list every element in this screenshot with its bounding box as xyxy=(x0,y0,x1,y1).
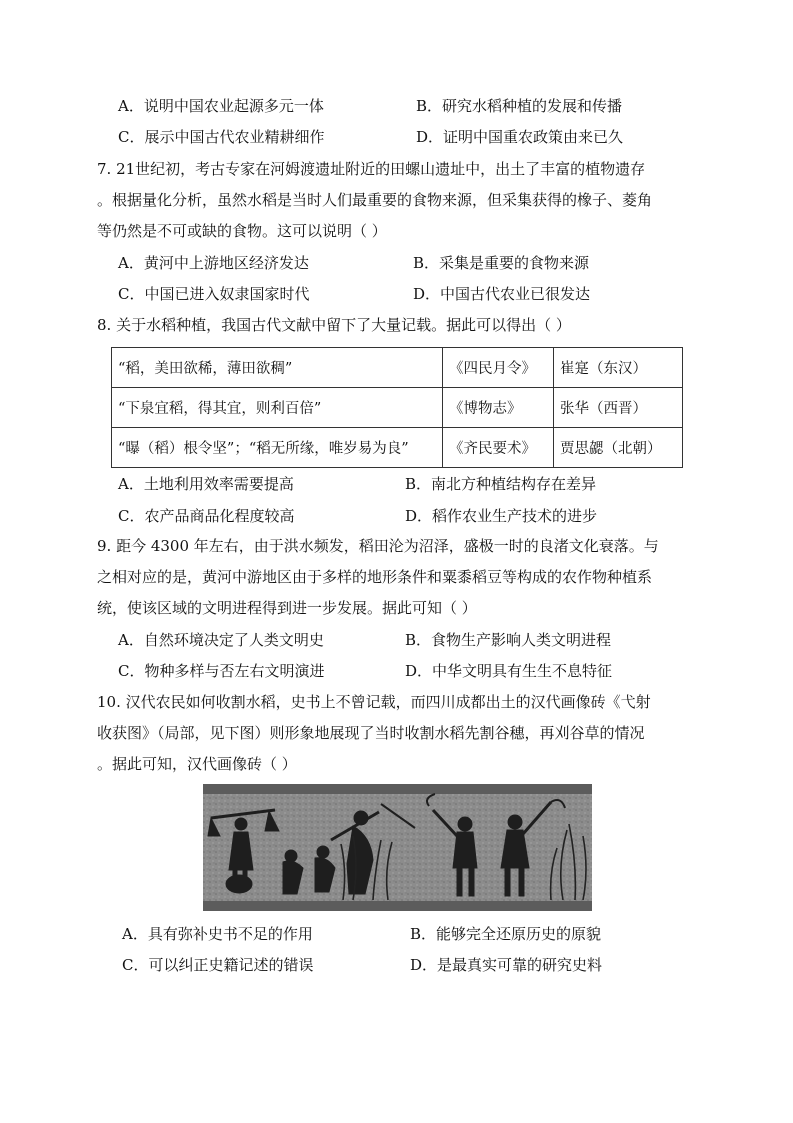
q6-option-c[interactable]: C．展示中国古代农业精耕细作 xyxy=(118,128,325,146)
q10-option-c[interactable]: C．可以纠正史籍记述的错误 xyxy=(122,956,314,974)
q7-line-2: 。根据量化分析，虽然水稻是当时人们最重要的食物来源，但采集获得的橡子、菱角 xyxy=(97,191,653,209)
table-cell-author: 张华（西晋） xyxy=(554,388,683,428)
table-cell-author: 贾思勰（北朝） xyxy=(554,428,683,468)
q10-option-b[interactable]: B．能够完全还原历史的原貌 xyxy=(410,925,602,943)
q9-line-2: 之相对应的是，黄河中游地区由于多样的地形条件和粟黍稻豆等构成的农作物种植系 xyxy=(97,568,653,586)
question-8-stem: 8. 关于水稻种植，我国古代文献中留下了大量记载。据此可以得出（ ） xyxy=(97,316,571,334)
han-brick-relief-image xyxy=(203,784,592,911)
table-row xyxy=(112,388,683,428)
q7-option-b[interactable]: B．采集是重要的食物来源 xyxy=(413,254,590,272)
q7-line-3: 等仍然是不可或缺的食物。这可以说明（ ） xyxy=(97,222,387,240)
q8-option-d[interactable]: D．稻作农业生产技术的进步 xyxy=(405,507,598,525)
q6-option-b[interactable]: B．研究水稻种植的发展和传播 xyxy=(416,97,623,115)
q10-line-1: 10. 汉代农民如何收割水稻，史书上不曾记载，而四川成都出土的汉代画像砖《弋射 xyxy=(97,693,651,711)
q8-option-b[interactable]: B．南北方种植结构存在差异 xyxy=(405,475,597,493)
q8-table xyxy=(111,347,683,468)
table-row xyxy=(112,428,683,468)
q7-option-a[interactable]: A．黄河中上游地区经济发达 xyxy=(118,254,309,272)
table-cell-author: 崔寔（东汉） xyxy=(554,348,683,388)
table-cell-quote: “下泉宜稻，得其宜，则利百倍” xyxy=(112,388,443,428)
q7-option-d[interactable]: D．中国古代农业已很发达 xyxy=(413,285,591,303)
q7-option-c[interactable]: C．中国已进入奴隶国家时代 xyxy=(118,285,310,303)
q9-option-c[interactable]: C．物种多样与否左右文明演进 xyxy=(118,662,325,680)
q10-option-d[interactable]: D．是最真实可靠的研究史料 xyxy=(410,956,603,974)
q6-option-d[interactable]: D．证明中国重农政策由来已久 xyxy=(416,128,624,146)
q9-option-d[interactable]: D．中华文明具有生生不息特征 xyxy=(405,662,613,680)
q9-option-a[interactable]: A．自然环境决定了人类文明史 xyxy=(118,631,324,649)
q8-option-c[interactable]: C．农产品商品化程度较高 xyxy=(118,507,295,525)
q9-line-3: 统，使该区域的文明进程得到进一步发展。据此可知（ ） xyxy=(97,599,477,617)
table-cell-quote: “曝（稻）根令坚”；“稻无所缘，唯岁易为良” xyxy=(112,428,443,468)
table-cell-book: 《齐民要术》 xyxy=(443,428,554,468)
table-row xyxy=(112,348,683,388)
q6-option-a[interactable]: A．说明中国农业起源多元一体 xyxy=(118,97,324,115)
question-9-stem xyxy=(97,536,697,629)
question-7-stem xyxy=(97,159,697,252)
q9-line-1: 9. 距今 4300 年左右，由于洪水频发，稻田沦为沼泽，盛极一时的良渚文化衰落。与 xyxy=(97,537,659,555)
q9-option-b[interactable]: B．食物生产影响人类文明进程 xyxy=(405,631,612,649)
table-cell-quote: “稻，美田欲稀，薄田欲稠” xyxy=(112,348,443,388)
table-cell-book: 《四民月令》 xyxy=(443,348,554,388)
table-cell-book: 《博物志》 xyxy=(443,388,554,428)
harvest-scene-illustration xyxy=(203,784,592,911)
q10-line-3: 。据此可知，汉代画像砖（ ） xyxy=(97,755,297,773)
q8-option-a[interactable]: A．土地利用效率需要提高 xyxy=(118,475,294,493)
q10-option-a[interactable]: A．具有弥补史书不足的作用 xyxy=(122,925,313,943)
q7-line-1: 7. 21世纪初，考古专家在河姆渡遗址附近的田螺山遗址中，出土了丰富的植物遗存 xyxy=(97,160,646,178)
question-10-stem xyxy=(97,692,697,785)
q10-line-2: 收获图》（局部，见下图）则形象地展现了当时收割水稻先割谷穗，再刈谷草的情况 xyxy=(97,724,645,742)
